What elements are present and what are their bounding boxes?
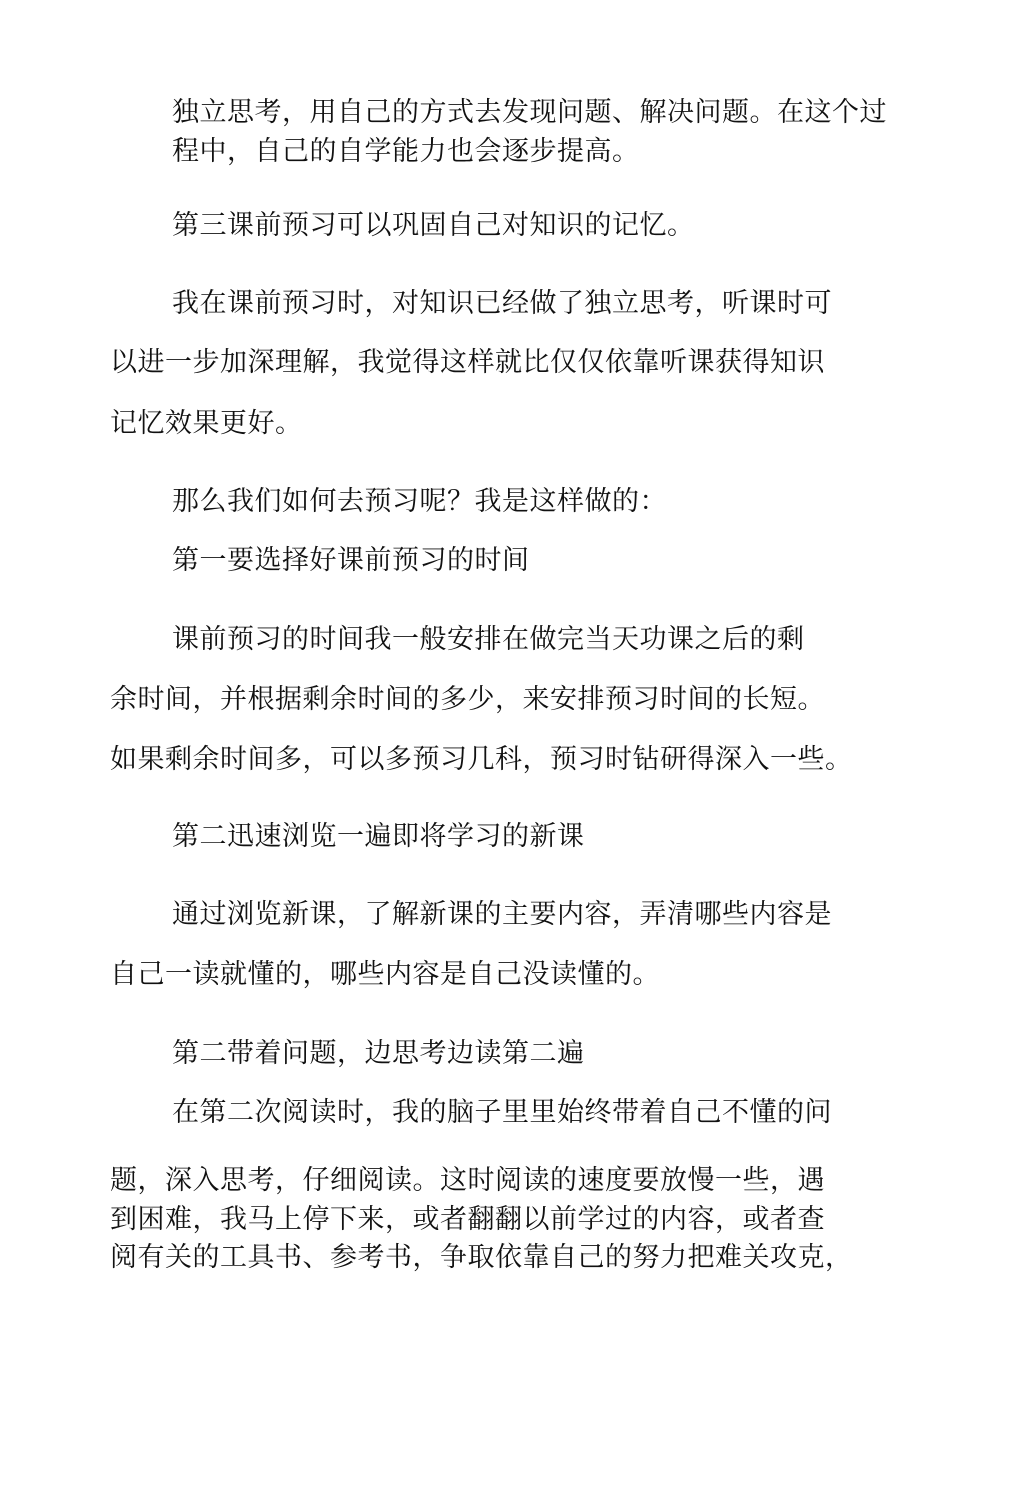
- text-line: 题，深入思考，仔细阅读。这时阅读的速度要放慢一些，遇: [110, 1165, 825, 1196]
- text-line: 课前预习的时间我一般安排在做完当天功课之后的剩: [172, 624, 805, 655]
- section-heading: 第一要选择好课前预习的时间: [172, 545, 530, 576]
- text-line: 那么我们如何去预习呢？我是这样做的：: [172, 486, 667, 517]
- text-line: 自己一读就懂的，哪些内容是自己没读懂的。: [110, 959, 660, 990]
- section-heading: 第三课前预习可以巩固自己对知识的记忆。: [172, 210, 695, 241]
- text-line: 程中，自己的自学能力也会逐步提高。: [172, 136, 640, 167]
- section-heading: 第二带着问题，边思考边读第二遍: [172, 1038, 585, 1069]
- text-line: 我在课前预习时，对知识已经做了独立思考，听课时可: [172, 288, 832, 319]
- section-heading: 第二迅速浏览一遍即将学习的新课: [172, 821, 585, 852]
- text-line: 余时间，并根据剩余时间的多少，来安排预习时间的长短。: [110, 684, 825, 715]
- text-line: 在第二次阅读时，我的脑子里里始终带着自己不懂的问: [172, 1097, 832, 1128]
- text-line: 以进一步加深理解，我觉得这样就比仅仅依靠听课获得知识: [110, 347, 825, 378]
- text-line: 记忆效果更好。: [110, 408, 303, 439]
- text-line: 独立思考，用自己的方式去发现问题、解决问题。在这个过: [172, 97, 887, 128]
- text-line: 如果剩余时间多，可以多预习几科，预习时钻研得深入一些。: [110, 744, 853, 775]
- text-line: 到困难，我马上停下来，或者翻翻以前学过的内容，或者查: [110, 1204, 825, 1235]
- text-line: 通过浏览新课，了解新课的主要内容，弄清哪些内容是: [172, 899, 832, 930]
- text-line: 阅有关的工具书、参考书，争取依靠自己的努力把难关攻克，: [110, 1242, 853, 1273]
